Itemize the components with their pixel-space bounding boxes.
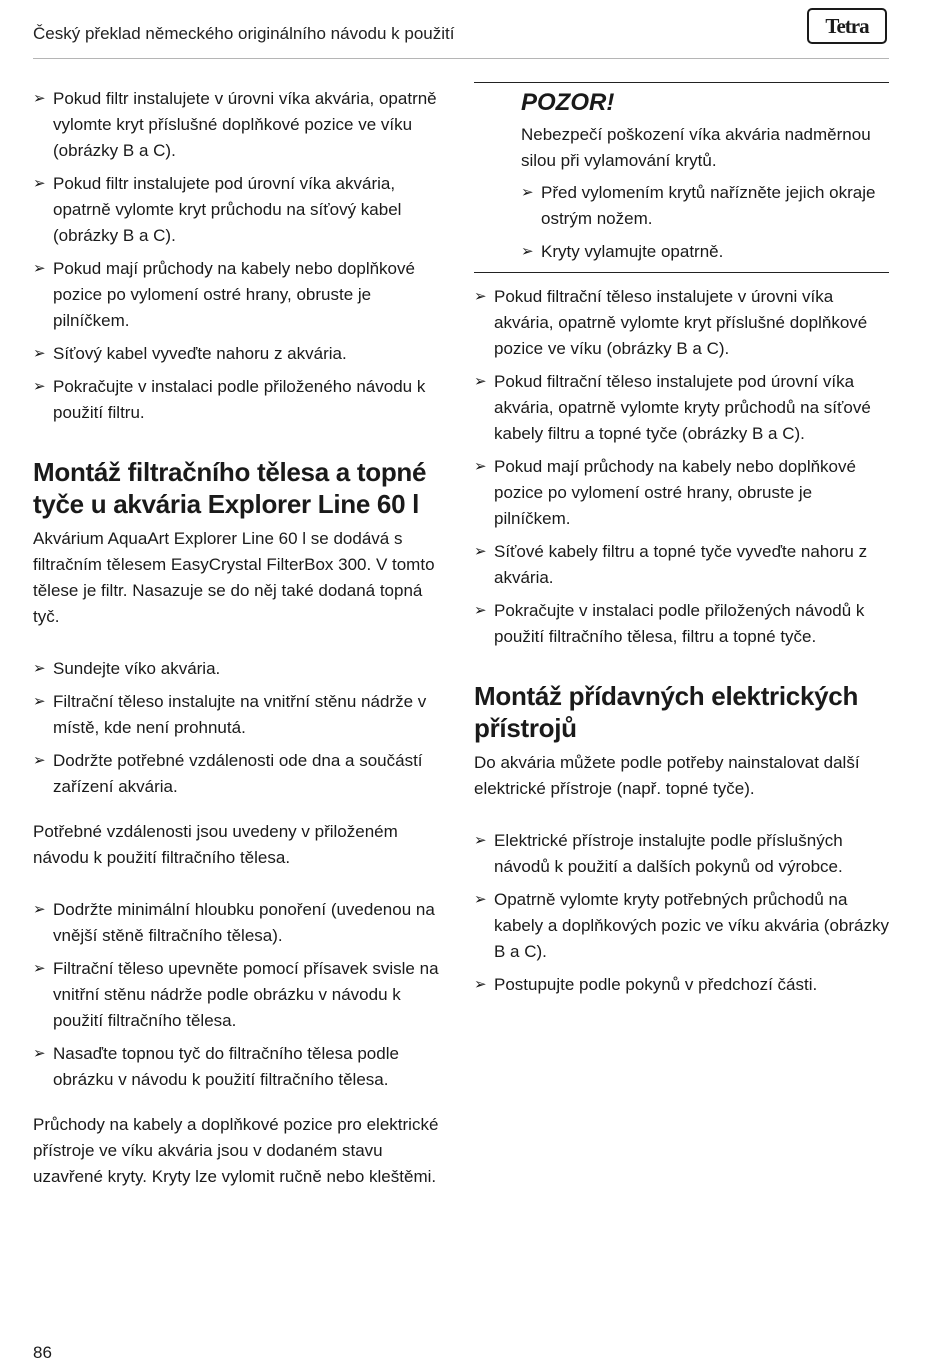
arrow-bullet-icon: ➢ <box>33 752 46 769</box>
arrow-bullet-icon: ➢ <box>33 90 46 107</box>
list-item: ➢ Síťové kabely filtru a topné tyče vyveďte nahoru z akvária. <box>474 539 889 591</box>
arrow-bullet-icon: ➢ <box>474 458 487 475</box>
caution-text: Nebezpečí poškození víka akvária nadměrnou silou při vylamování krytů. <box>521 125 871 170</box>
list-item: ➢ Pokud mají průchody na kabely nebo doplňkové pozice po vylomení ostré hrany, obruste je pilníčkem. <box>474 454 889 532</box>
list-item: ➢ Pokud filtrační těleso instalujete v úrovni víka akvária, opatrně vylomte kryt příslušné doplňkové pozice ve víku (obrázky B a C). <box>474 284 889 362</box>
arrow-bullet-icon: ➢ <box>33 660 46 677</box>
arrow-bullet-icon: ➢ <box>33 378 46 395</box>
arrow-bullet-icon: ➢ <box>474 288 487 305</box>
list-item: ➢ Dodržte potřebné vzdálenosti ode dna a součástí zařízení akvária. <box>33 748 448 800</box>
paragraph: Do akvária můžete podle potřeby nainstalovat další elektrické přístroje (např. topné tyče). <box>474 753 860 798</box>
arrow-bullet-icon: ➢ <box>474 976 487 993</box>
tetra-logo: Tetra <box>807 8 887 44</box>
arrow-bullet-icon: ➢ <box>33 175 46 192</box>
instruction-list <box>33 86 448 426</box>
arrow-bullet-icon: ➢ <box>474 891 487 908</box>
caution-list <box>521 180 889 265</box>
arrow-bullet-icon: ➢ <box>474 373 487 390</box>
paragraph: Průchody na kabely a doplňkové pozice pro elektrické přístroje ve víku akvária jsou v dodaném stavu uzavřené kryty. Kryty lze vylomit ručně nebo kleštěmi. <box>33 1115 439 1186</box>
arrow-bullet-icon: ➢ <box>474 543 487 560</box>
list-item: ➢ Opatrně vylomte kryty potřebných průchodů na kabely a doplňkových pozic ve víku akvária (obrázky B a C). <box>474 887 889 965</box>
page-number: 86 <box>33 1343 52 1362</box>
list-item: ➢ Filtrační těleso instalujte na vnitřní stěnu nádrže v místě, kde není prohnutá. <box>33 689 448 741</box>
arrow-bullet-icon: ➢ <box>474 602 487 619</box>
list-item: ➢ Nasaďte topnou tyč do filtračního tělesa podle obrázku v návodu k použití filtračního tělesa. <box>33 1041 448 1093</box>
list-item: ➢ Elektrické přístroje instalujte podle příslušných návodů k použití a dalších pokynů od výrobce. <box>474 828 889 880</box>
list-item: ➢ Pokud mají průchody na kabely nebo doplňkové pozice po vylomení ostré hrany, obruste je pilníčkem. <box>33 256 448 334</box>
list-item: ➢ Sundejte víko akvária. <box>33 656 448 682</box>
arrow-bullet-icon: ➢ <box>33 693 46 710</box>
list-item: ➢ Dodržte minimální hloubku ponoření (uvedenou na vnější stěně filtračního tělesa). <box>33 897 448 949</box>
right-column <box>474 86 889 1005</box>
header-title: Český překlad německého originálního návodu k použití <box>33 24 455 43</box>
list-item: ➢ Před vylomením krytů nařízněte jejich okraje ostrým nožem. <box>521 180 889 232</box>
arrow-bullet-icon: ➢ <box>521 184 534 201</box>
arrow-bullet-icon: ➢ <box>33 960 46 977</box>
list-item: ➢ Pokud filtr instalujete pod úrovní víka akvária, opatrně vylomte kryt průchodu na síťový kabel (obrázky B a C). <box>33 171 448 249</box>
caution-box <box>474 82 889 273</box>
paragraph: Akvárium AquaArt Explorer Line 60 l se dodává s filtračním tělesem EasyCrystal FilterBox 300. V tomto tělese je filtr. Nasazuje se do něj také dodaná topná tyč. <box>33 529 435 626</box>
list-item: ➢ Kryty vylamujte opatrně. <box>521 239 889 265</box>
list-item: ➢ Pokud filtrační těleso instalujete pod úrovní víka akvária, opatrně vylomte kryty průchodů na síťové kabely filtru a topné tyče (obrázky B a C). <box>474 369 889 447</box>
instruction-list <box>474 284 889 650</box>
instruction-list <box>33 897 448 1093</box>
section-heading: Montáž filtračního tělesa a topné tyče u akvária Explorer Line 60 l <box>33 457 427 519</box>
arrow-bullet-icon: ➢ <box>33 901 46 918</box>
list-item: ➢ Pokračujte v instalaci podle přiložených návodů k použití filtračního tělesa, filtru a topné tyče. <box>474 598 889 650</box>
instruction-list <box>33 656 448 800</box>
arrow-bullet-icon: ➢ <box>33 260 46 277</box>
list-item: ➢ Filtrační těleso upevněte pomocí přísavek svisle na vnitřní stěnu nádrže podle obrázku v návodu k použití filtračního tělesa. <box>33 956 448 1034</box>
page-header <box>33 0 889 59</box>
list-item: ➢ Postupujte podle pokynů v předchozí části. <box>474 972 889 998</box>
section-heading: Montáž přídavných elektrických přístrojů <box>474 681 859 743</box>
arrow-bullet-icon: ➢ <box>33 1045 46 1062</box>
list-item: ➢ Pokud filtr instalujete v úrovni víka akvária, opatrně vylomte kryt příslušné doplňkové pozice ve víku (obrázky B a C). <box>33 86 448 164</box>
left-column <box>33 86 448 1190</box>
list-item: ➢ Pokračujte v instalaci podle přiloženého návodu k použití filtru. <box>33 374 448 426</box>
caution-title: POZOR! <box>521 89 615 116</box>
arrow-bullet-icon: ➢ <box>521 243 534 260</box>
list-item: ➢ Síťový kabel vyveďte nahoru z akvária. <box>33 341 448 367</box>
instruction-list <box>474 828 889 998</box>
arrow-bullet-icon: ➢ <box>474 832 487 849</box>
paragraph: Potřebné vzdálenosti jsou uvedeny v přiloženém návodu k použití filtračního tělesa. <box>33 822 398 867</box>
arrow-bullet-icon: ➢ <box>33 345 46 362</box>
